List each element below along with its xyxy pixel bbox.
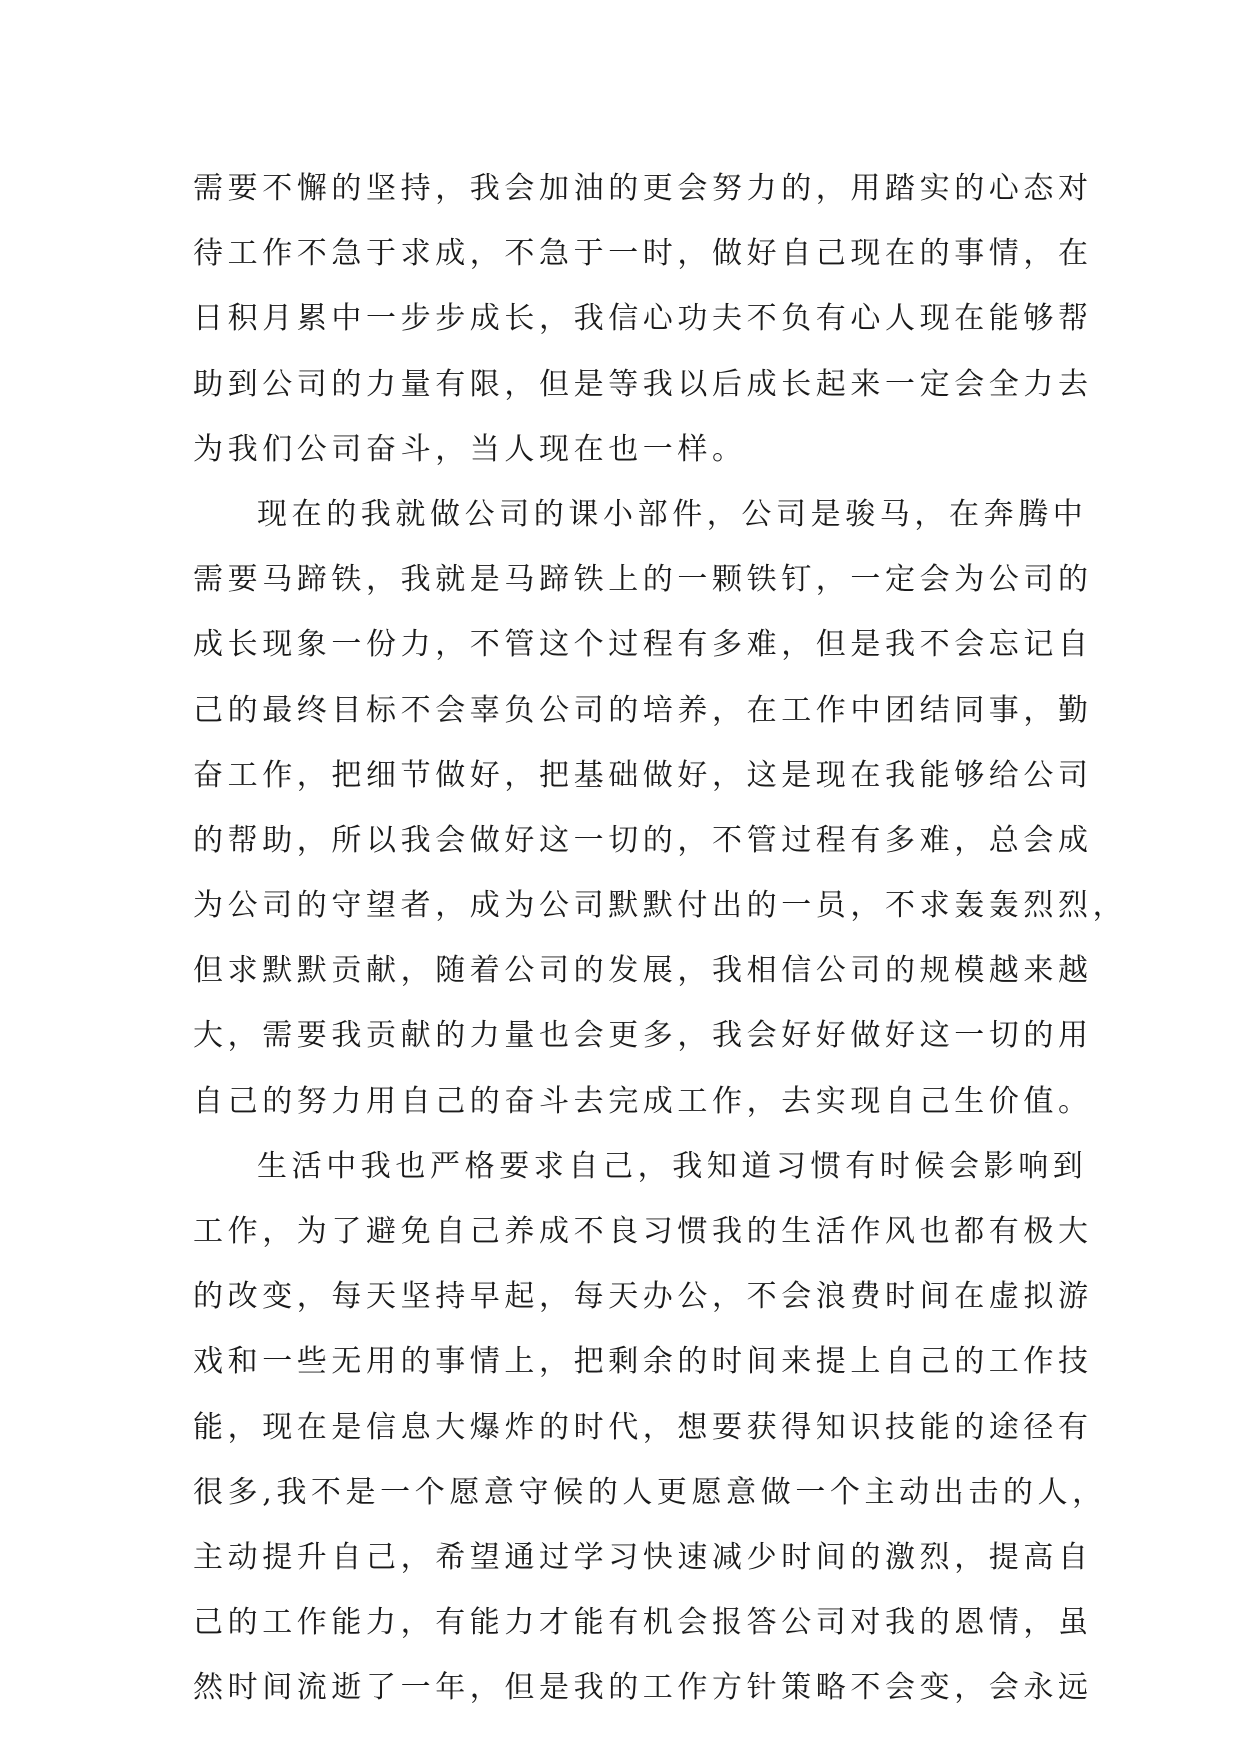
text-line: 助到公司的力量有限，但是等我以后成长起来一定会全力去 [193,366,1093,402]
text-line: 奋工作，把细节做好，把基础做好，这是现在我能够给公司 [193,757,1093,793]
text-line: 日积月累中一步步成长，我信心功夫不负有心人现在能够帮 [193,301,1093,337]
text-line: 待工作不急于求成，不急于一时，做好自己现在的事情，在 [193,236,1093,272]
text-line: 工作，为了避免自己养成不良习惯我的生活作风也都有极大 [193,1214,1093,1249]
text-line: 但求默默贡献，随着公司的发展，我相信公司的规模越来越 [193,953,1093,989]
text-line: 的改变，每天坚持早起，每天办公，不会浪费时间在虚拟游 [193,1279,1093,1315]
text-line: 然时间流逝了一年，但是我的工作方针策略不会变，会永远 [193,1670,1093,1706]
text-line: 主动提升自己，希望通过学习快速减少时间的激烈，提高自 [193,1539,1093,1575]
text-line: 大，需要我贡献的力量也会更多，我会好好做好这一切的用 [193,1018,1093,1054]
text-line: 能，现在是信息大爆炸的时代，想要获得知识技能的途径有 [193,1409,1093,1445]
text-line: 为公司的守望者，成为公司默默付出的一员，不求轰轰烈烈， [193,888,1128,924]
text-line: 生活中我也严格要求自己，我知道习惯有时候会影响到 [257,1148,1088,1184]
text-line: 的帮助，所以我会做好这一切的，不管过程有多难，总会成 [193,822,1093,858]
text-line: 自己的努力用自己的奋斗去完成工作，去实现自己生价值。 [193,1083,1093,1119]
text-line: 现在的我就做公司的课小部件，公司是骏马，在奔腾中 [257,496,1088,532]
text-line: 为我们公司奋斗，当人现在也一样。 [193,431,747,467]
text-line: 己的最终目标不会辜负公司的培养，在工作中团结同事，勤 [193,692,1093,728]
text-line: 己的工作能力，有能力才能有机会报答公司对我的恩情，虽 [193,1605,1093,1641]
body-text [193,156,1128,1721]
text-line: 很多,我不是一个愿意守候的人更愿意做一个主动出击的人， [193,1474,1107,1510]
text-line: 戏和一些无用的事情上，把剩余的时间来提上自己的工作技 [193,1344,1093,1380]
text-line: 成长现象一份力，不管这个过程有多难，但是我不会忘记自 [193,627,1093,663]
text-line: 需要马蹄铁，我就是马蹄铁上的一颗铁钉，一定会为公司的 [193,562,1093,598]
text-line: 需要不懈的坚持，我会加油的更会努力的，用踏实的心态对 [193,171,1093,206]
